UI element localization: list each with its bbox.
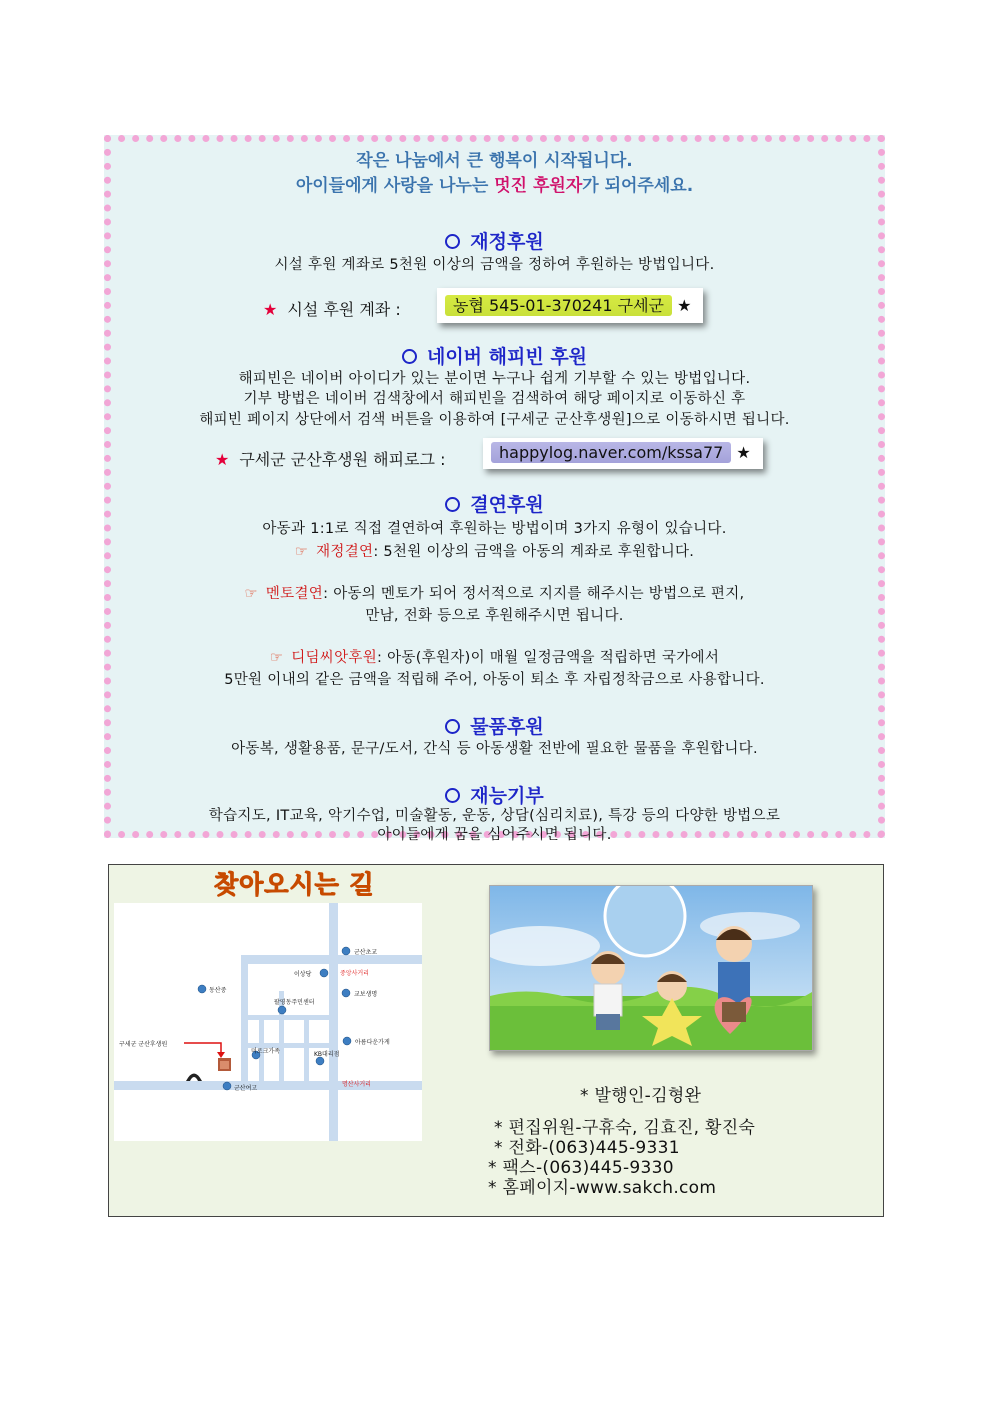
header-line-2c: 가 되어주세요. [582, 176, 694, 196]
happybean-line-1: 해피빈은 네이버 아이디가 있는 분이면 누구나 쉽게 기부할 수 있는 방법입니다. [238, 371, 751, 387]
sponsor-type-text: : 아동의 멘토가 되어 정서적으로 지지를 해주시는 방법으로 편지, [323, 586, 745, 602]
account-label-text: 시설 후원 계좌 : [287, 300, 401, 319]
header-line-2a: 아이들에게 사랑을 나누는 [295, 176, 495, 196]
map-label: 구세군 군산후생원 [119, 1041, 168, 1048]
sponsor-type-name: 멘토결연 [265, 586, 324, 602]
phone: * 전화-(063)445-9331 [494, 1138, 680, 1158]
donation-box [104, 135, 885, 843]
sponsor-type-name: 디딤씨앗후원 [291, 650, 378, 666]
map-label: 미로크가족 [251, 1048, 280, 1055]
sponsor-type-seed-2: 5만원 이내의 같은 금액을 적립해 주어, 아동이 퇴소 후 자립정착금으로 사용합니다. [224, 672, 765, 688]
map-label: 군산여고 [234, 1085, 258, 1092]
map-label: 동산중 [209, 987, 227, 994]
sponsor-type-name: 재정결연 [316, 544, 374, 560]
header-line-1: 작은 나눔에서 큰 행복이 시작됩니다. [356, 151, 633, 171]
star-icon: ★ [263, 300, 278, 319]
circle-icon [445, 788, 460, 803]
sponsor-type-text: : 아동(후원자)이 매월 일정금액을 적립하면 국가에서 [377, 650, 720, 666]
map-roads [114, 903, 422, 1141]
header-highlight: 멋진 후원자 [494, 176, 583, 196]
happybean-line-2: 기부 방법은 네이버 검색창에서 해피빈을 검색하여 해당 페이지로 이동하신 후 [243, 391, 746, 407]
map-label: 명산사거리 [342, 1081, 371, 1088]
map-label: 중앙사거리 [340, 970, 369, 977]
circle-icon [445, 719, 460, 734]
happylog-label [215, 447, 445, 470]
account-number: 농협 545-01-370241 구세군 [445, 295, 672, 316]
goods-title [111, 712, 878, 739]
sponsor-type-mentor-2: 만남, 전화 등으로 후원해주시면 됩니다. [365, 608, 624, 624]
map-label: KB대리점 [314, 1051, 340, 1058]
info-box [108, 864, 884, 1217]
happybean-title [111, 342, 878, 369]
sponsor-desc: 아동과 1:1로 직접 결연하여 후원하는 방법이며 3가지 유형이 있습니다. [262, 521, 727, 537]
sponsor-type-finance [111, 540, 878, 561]
publisher: * 발행인-김형완 [580, 1086, 702, 1106]
account-label [263, 297, 401, 320]
map-label: 교보생명 [354, 991, 378, 998]
talent-title-text: 재능기부 [470, 785, 544, 807]
finance-title [111, 227, 878, 254]
circle-icon [445, 234, 460, 249]
goods-desc: 아동복, 생활용품, 문구/도서, 간식 등 아동생활 전반에 필요한 물품을 후원합니다. [231, 741, 758, 757]
goods-title-text: 물품후원 [470, 716, 544, 738]
happybean-line-3: 해피빈 페이지 상단에서 검색 버튼을 이용하여 [구세군 군산후생원]으로 이동하시면 됩니다. [199, 412, 790, 428]
talent-line-2: 아이들에게 꿈을 심어주시면 됩니다. [377, 827, 612, 843]
map-label: 팔영동주민센터 [274, 999, 315, 1006]
children-illustration [489, 885, 813, 1051]
star-icon: ★ [736, 443, 751, 462]
circle-icon [445, 497, 460, 512]
map [114, 903, 422, 1141]
homepage: * 홈페이지-www.sakch.com [488, 1178, 717, 1198]
sponsor-type-mentor [111, 582, 878, 603]
sponsor-type-seed [111, 646, 878, 667]
star-icon: ★ [677, 296, 692, 315]
pointing-hand-icon: ☞ [269, 650, 284, 666]
pointing-hand-icon: ☞ [294, 544, 309, 560]
happylog-label-text: 구세군 군산후생원 해피로그 : [239, 450, 446, 469]
finance-title-text: 재정후원 [470, 231, 544, 253]
sponsor-title [111, 490, 878, 517]
happylog-box [483, 438, 763, 469]
talent-line-1: 학습지도, IT교육, 악기수업, 미술활동, 운동, 상담(심리치료), 특강 등의 다양한 방법으로 [208, 808, 781, 824]
editors: * 편집위원-구휴숙, 김효진, 황진숙 [494, 1118, 756, 1138]
sponsor-type-text: : 5천원 이상의 금액을 아동의 계좌로 후원합니다. [373, 544, 695, 560]
happylog-url: happylog.naver.com/kssa77 [491, 442, 731, 463]
finance-desc: 시설 후원 계좌로 5천원 이상의 금액을 정하여 후원하는 방법입니다. [274, 257, 715, 273]
sponsor-title-text: 결연후원 [470, 494, 544, 516]
map-label: 아름다운가게 [355, 1039, 390, 1046]
header-line-2 [111, 171, 878, 196]
directions-title: 찾아오시는 길 [214, 870, 375, 899]
map-label: 군산초교 [354, 949, 378, 956]
map-label: 이상당 [294, 971, 312, 978]
star-icon: ★ [215, 450, 230, 469]
pointing-hand-icon: ☞ [244, 586, 258, 602]
account-box [437, 288, 703, 323]
children-illustration-art [490, 886, 812, 1050]
fax: * 팩스-(063)445-9330 [488, 1158, 674, 1178]
happybean-title-text: 네이버 해피빈 후원 [426, 346, 588, 368]
circle-icon [402, 349, 417, 364]
